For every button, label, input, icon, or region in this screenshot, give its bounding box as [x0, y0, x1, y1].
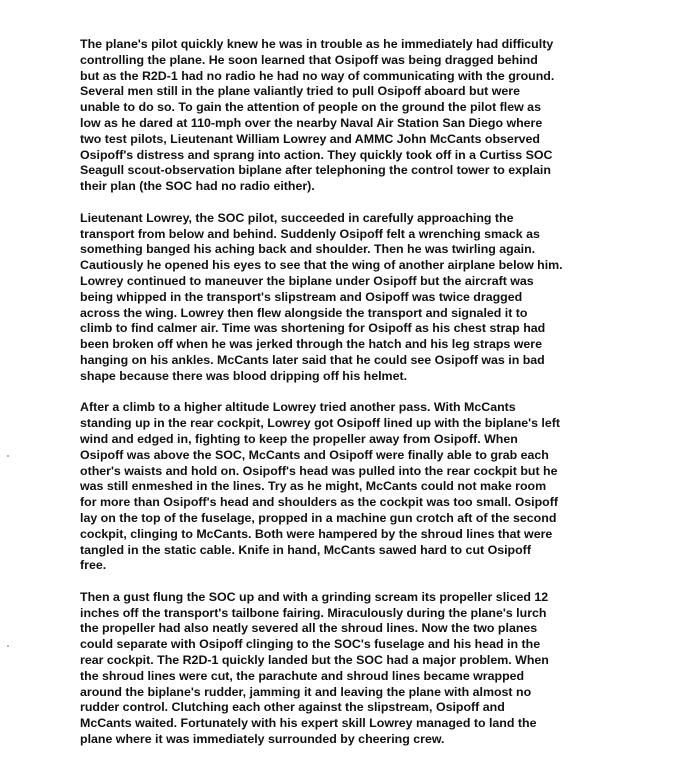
- text-line: climb to find calmer air. Time was shortening for Osipoff as his chest strap had: [80, 321, 546, 336]
- text-line: inches off the transport's tailbone fairing. Miraculously during the plane's lurch: [80, 605, 547, 620]
- text-line: controlling the plane. He soon learned that Osipoff was being dragged behind: [80, 52, 538, 67]
- paragraph: [80, 211, 680, 385]
- text-line: for more than Osipoff's head and shoulders as the cockpit was too small. Osipoff: [80, 495, 559, 510]
- text-line: Several men still in the plane valiantly tried to pull Osipoff aboard but were: [80, 84, 520, 99]
- text-line: rudder control. Clutching each other against the slipstream, Osipoff and: [80, 700, 505, 715]
- text-line: hanging on his ankles. McCants later said that he could see Osipoff was in bad: [80, 352, 545, 367]
- text-line: been broken off when he was jerked through the hatch and his leg straps were: [80, 337, 542, 352]
- text-line: around the biplane's rudder, jamming it and leaving the plane with almost no: [80, 684, 532, 699]
- text-line: McCants waited. Fortunately with his expert skill Lowrey managed to land the: [80, 716, 537, 731]
- text-line: something banged his aching back and shoulder. Then he was twirling again.: [80, 242, 536, 257]
- text-line: was still enmeshed in the lines. Try as he might, McCants could not make room: [80, 479, 547, 494]
- text-line: being whipped in the transport's slipstream and Osipoff was twice dragged: [80, 289, 523, 304]
- paragraph: [80, 590, 680, 748]
- text-line: shape because there was blood dripping off his helmet.: [80, 368, 408, 383]
- text-line: Lieutenant Lowrey, the SOC pilot, succeeded in carefully approaching the: [80, 210, 514, 225]
- text-line: other's waists and hold on. Osipoff's head was pulled into the rear cockpit but he: [80, 463, 558, 478]
- text-line: unable to do so. To gain the attention of people on the ground the pilot flew as: [80, 100, 541, 115]
- text-line: free.: [80, 558, 107, 573]
- text-line: Osipoff was above the SOC, McCants and Osipoff were finally able to grab each: [80, 447, 549, 462]
- text-line: lay on the top of the fuselage, propped in a machine gun crotch aft of the second: [80, 510, 557, 525]
- text-line: wind and edged in, fighting to keep the propeller away from Osipoff. When: [80, 431, 518, 446]
- text-line: plane where it was immediately surrounded by cheering crew.: [80, 732, 445, 747]
- text-line: standing up in the rear cockpit, Lowrey got Osipoff lined up with the biplane's left: [80, 416, 561, 431]
- text-line: After a climb to a higher altitude Lowrey tried another pass. With McCants: [80, 400, 516, 415]
- text-line: cockpit, clinging to McCants. Both were hampered by the shroud lines that were: [80, 526, 553, 541]
- text-line: the shroud lines were cut, the parachute and shroud lines became wrapped: [80, 668, 525, 683]
- text-line: two test pilots, Lieutenant William Lowrey and AMMC John McCants observed: [80, 131, 540, 146]
- text-line: Osipoff's distress and sprang into action. They quickly took off in a Curtiss SOC: [80, 147, 553, 162]
- text-line: their plan (the SOC had no radio either).: [80, 179, 315, 194]
- text-line: could separate with Osipoff clinging to the SOC's fuselage and his head in the: [80, 637, 541, 652]
- text-line: Cautiously he opened his eyes to see that the wing of another airplane below him.: [80, 258, 563, 273]
- scan-mark: [7, 455, 9, 457]
- document-body: [80, 37, 680, 764]
- text-line: Lowrey continued to maneuver the biplane under Osipoff but the aircraft was: [80, 273, 534, 288]
- paragraph: [80, 37, 680, 195]
- text-line: but as the R2D-1 had no radio he had no way of communicating with the ground.: [80, 68, 555, 83]
- paragraph: [80, 400, 680, 574]
- text-line: Then a gust flung the SOC up and with a grinding scream its propeller sliced 12: [80, 589, 549, 604]
- text-line: across the wing. Lowrey then flew alongside the transport and signaled it to: [80, 305, 528, 320]
- text-line: low as he dared at 110-mph over the nearby Naval Air Station San Diego where: [80, 115, 543, 130]
- text-line: tangled in the static cable. Knife in hand, McCants sawed hard to cut Osipoff: [80, 542, 531, 557]
- text-line: rear cockpit. The R2D-1 quickly landed but the SOC had a major problem. When: [80, 653, 549, 668]
- text-line: Seagull scout-observation biplane after telephoning the control tower to explain: [80, 163, 551, 178]
- scan-mark: [7, 645, 9, 647]
- text-line: the propeller had also neatly severed all the shroud lines. Now the two planes: [80, 621, 538, 636]
- text-line: The plane's pilot quickly knew he was in trouble as he immediately had difficulty: [80, 37, 554, 51]
- text-line: transport from below and behind. Suddenly Osipoff felt a wrenching smack as: [80, 226, 540, 241]
